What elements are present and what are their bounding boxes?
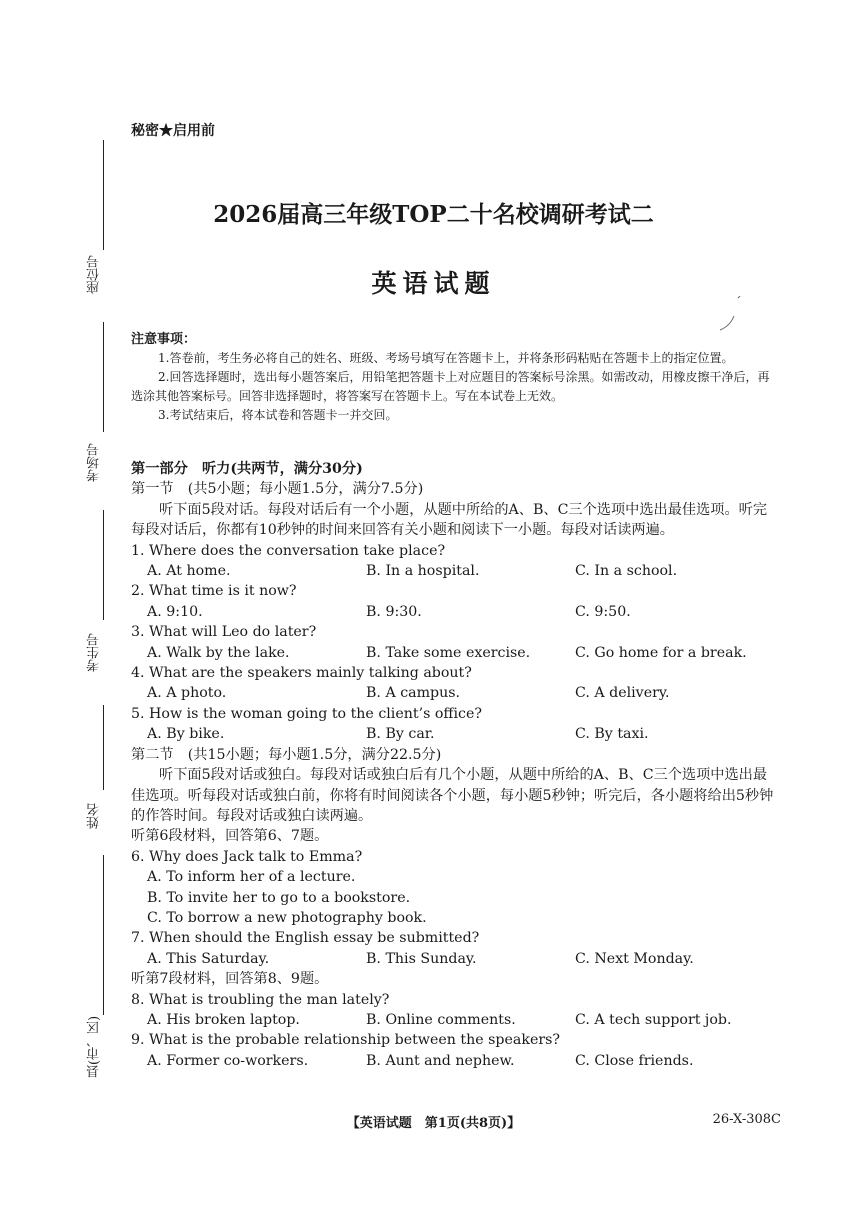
question-2-options: [131, 602, 781, 622]
question-8: 8. What is troubling the man lately?: [131, 991, 390, 1008]
sidebar-rule: [103, 140, 104, 250]
option-c: C. Next Monday.: [575, 950, 694, 967]
question-9-options: [131, 1051, 781, 1071]
question-3-options: [131, 643, 781, 663]
classification-label: 秘密★启用前: [131, 123, 215, 139]
option-a: A. His broken laptop.: [147, 1011, 300, 1028]
option-b: B. Take some exercise.: [366, 644, 531, 661]
question-1-options: [131, 561, 781, 581]
sidebar-rule: [103, 510, 104, 620]
option-a: A. 9:10.: [147, 603, 203, 620]
option-a: A. Former co-workers.: [147, 1052, 309, 1069]
option-b: B. By car.: [366, 726, 435, 743]
option-c: C. By taxi.: [575, 726, 649, 743]
option-c: C. A delivery.: [575, 685, 670, 702]
option-c: C. To borrow a new photography book.: [147, 909, 427, 926]
subject-title: 英语试题: [371, 269, 496, 298]
section2-heading: 第二节 (共15小题；每小题1.5分，满分22.5分): [131, 746, 442, 763]
question-3: 3. What will Leo do later?: [131, 624, 317, 641]
seat-number-label: 座位号: [87, 255, 102, 295]
option-a: A. Walk by the lake.: [147, 644, 290, 661]
notes-item: 1.答卷前，考生务必将自己的姓名、班级、考场号填写在答题卡上，并将条形码粘贴在答题卡上的指定位置。: [158, 351, 734, 365]
candidate-number-label: 考生号: [87, 633, 102, 673]
section1-instruction: 听下面5段对话。每段对话后有一个小题，从题中所给的A、B、C三个选项中选出最佳选项。听完每段对话后，你都有10秒钟的时间来回答有关小题和阅读下一小题。每段对话读两遍。: [131, 501, 768, 539]
exam-room-label: 考场号: [87, 443, 102, 483]
notes-heading: 注意事项：: [131, 332, 197, 347]
question-7-options: [131, 949, 781, 969]
exam-code: 26-X-308C: [712, 1112, 781, 1127]
question-4-options: [131, 683, 781, 703]
exam-title: 2026届高三年级TOP二十名校调研考试二: [213, 201, 654, 228]
option-a: A. At home.: [147, 563, 231, 580]
sidebar-rule: [103, 705, 104, 790]
option-b: B. Aunt and nephew.: [366, 1052, 515, 1069]
option-b: B. In a hospital.: [366, 563, 480, 580]
material-6-label: 听第6段材料，回答第6、7题。: [131, 828, 329, 845]
notes-item: 2.回答选择题时，选出每小题答案后，用铅笔把答题卡上对应题目的答案标号涂黑。如需改动，用橡皮擦干净后，再选涂其他答案标号。回答非选择题时，将答案写在答题卡上。写在本试卷上无效。: [131, 370, 770, 403]
material-7-label: 听第7段材料，回答第8、9题。: [131, 971, 329, 988]
option-a: A. By bike.: [147, 726, 225, 743]
option-a: A. To inform her of a lecture.: [147, 869, 356, 886]
option-c: C. Go home for a break.: [575, 644, 747, 661]
exam-notes: [131, 330, 781, 425]
sidebar-rule: [103, 322, 104, 432]
option-a: A. A photo.: [147, 685, 227, 702]
name-label: 姓名: [87, 803, 102, 829]
option-b: B. This Sunday.: [366, 950, 477, 967]
question-7: 7. When should the English essay be submitted?: [131, 930, 480, 947]
option-b: B. A campus.: [366, 685, 461, 702]
question-6: 6. Why does Jack talk to Emma?: [131, 848, 363, 865]
option-b: B. 9:30.: [366, 603, 422, 620]
question-5-options: [131, 724, 781, 744]
question-2: 2. What time is it now?: [131, 583, 297, 600]
option-c: C. 9:50.: [575, 603, 631, 620]
county-label: 县(市、区): [87, 1015, 102, 1079]
question-9: 9. What is the probable relationship between the speakers?: [131, 1032, 561, 1049]
notes-item: 3.考试结束后，将本试卷和答题卡一并交回。: [158, 408, 398, 422]
option-b: B. Online comments.: [366, 1011, 516, 1028]
option-b: B. To invite her to go to a bookstore.: [147, 889, 411, 906]
listening-part: [131, 459, 781, 1071]
question-4: 4. What are the speakers mainly talking about?: [131, 665, 472, 682]
option-c: C. A tech support job.: [575, 1011, 732, 1028]
part1-heading: 第一部分 听力(共两节，满分30分): [131, 461, 363, 477]
page-footer: 【英语试题 第1页(共8页)】: [346, 1116, 521, 1131]
question-5: 5. How is the woman going to the client’s office?: [131, 705, 482, 722]
option-c: C. Close friends.: [575, 1052, 694, 1069]
option-c: C. In a school.: [575, 563, 678, 580]
option-a: A. This Saturday.: [147, 950, 270, 967]
section1-heading: 第一节 (共5小题；每小题1.5分，满分7.5分): [131, 481, 424, 498]
section2-instruction: 听下面5段对话或独白。每段对话或独白后有几个小题，从题中所给的A、B、C三个选项中选出最佳选项。听每段对话或独白前，你将有时间阅读各个小题，每小题5秒钟；听完后，各小题将给出5秒钟的作答时间。每段对话或独白读两遍。: [131, 767, 774, 824]
sidebar-rule: [103, 855, 104, 1015]
question-8-options: [131, 1010, 781, 1030]
question-1: 1. Where does the conversation take place?: [131, 542, 446, 559]
